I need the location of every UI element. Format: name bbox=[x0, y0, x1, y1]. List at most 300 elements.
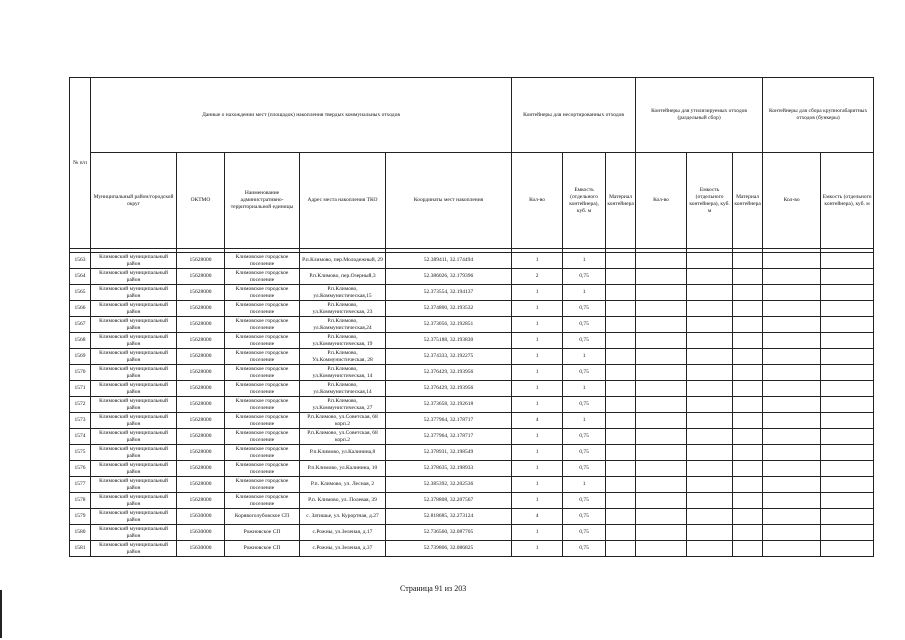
cell-unsorted-capacity: 1 bbox=[563, 285, 606, 301]
cell-oktmo: 15628000 bbox=[177, 253, 225, 269]
cell-coordinates: 52.377964, 32.178717 bbox=[386, 413, 512, 429]
cell-unsorted-material bbox=[606, 365, 636, 381]
cell-separate-material bbox=[733, 445, 763, 461]
cell-bulky-capacity bbox=[821, 541, 874, 557]
table-row bbox=[70, 349, 874, 365]
cell-territory: Рожновское СП bbox=[225, 525, 300, 541]
cell-coordinates: 52.818685, 32.273124 bbox=[386, 509, 512, 525]
header-separate-count: Кол-во bbox=[636, 153, 687, 249]
cell-coordinates: 52.373554, 32.194137 bbox=[386, 285, 512, 301]
header-group-unsorted: Контейнеры для несортированных отходов bbox=[512, 78, 636, 153]
cell-bulky-capacity bbox=[821, 477, 874, 493]
cell-unsorted-capacity: 0,75 bbox=[563, 301, 606, 317]
cell-unsorted-capacity: 1 bbox=[563, 381, 606, 397]
cell-oktmo: 15630000 bbox=[177, 525, 225, 541]
header-bulky-capacity: Емкость (отдельного контейнера), куб. м bbox=[822, 193, 872, 207]
cell-municipality: Климовский муниципальный район bbox=[91, 381, 177, 397]
cell-municipality: Климовский муниципальный район bbox=[91, 445, 177, 461]
table-row bbox=[70, 253, 874, 269]
cell-municipality: Климовский муниципальный район bbox=[91, 429, 177, 445]
cell-row-number: 1567 bbox=[70, 317, 91, 333]
cell-bulky-count bbox=[763, 493, 821, 509]
table-row bbox=[70, 381, 874, 397]
cell-separate-count bbox=[636, 349, 687, 365]
header-municipality: Муниципальный район/городской округ bbox=[91, 153, 177, 249]
cell-unsorted-material bbox=[606, 413, 636, 429]
cell-separate-count bbox=[636, 381, 687, 397]
header-oktmo: ОКТМО bbox=[177, 153, 225, 249]
cell-unsorted-material bbox=[606, 461, 636, 477]
cell-coordinates: 52.389411, 32.174494 bbox=[386, 253, 512, 269]
waste-sites-table bbox=[69, 77, 874, 557]
cell-territory: Климовское городское поселение bbox=[225, 461, 300, 477]
cell-bulky-capacity bbox=[821, 445, 874, 461]
cell-territory: Климовское городское поселение bbox=[225, 285, 300, 301]
header-separate-capacity: Емкость (отдельного контейнера), куб. м bbox=[687, 153, 733, 249]
header-territory: Наименование административно-территориальной единицы bbox=[225, 153, 300, 249]
cell-bulky-capacity bbox=[821, 285, 874, 301]
cell-bulky-count bbox=[763, 349, 821, 365]
cell-unsorted-capacity: 0,75 bbox=[563, 317, 606, 333]
cell-municipality: Климовский муниципальный район bbox=[91, 349, 177, 365]
table-row bbox=[70, 333, 874, 349]
cell-address: Р.п.Климово, ул.Советская, 68 корп.2 bbox=[300, 429, 386, 445]
cell-unsorted-material bbox=[606, 317, 636, 333]
cell-address: Р.п.Климово, ул.Коммунистическая,14 bbox=[300, 381, 386, 397]
cell-territory: Климовское городское поселение bbox=[225, 397, 300, 413]
cell-row-number: 1576 bbox=[70, 461, 91, 477]
cell-unsorted-count: 1 bbox=[512, 477, 563, 493]
cell-oktmo: 15628000 bbox=[177, 365, 225, 381]
cell-separate-material bbox=[733, 413, 763, 429]
cell-bulky-count bbox=[763, 269, 821, 285]
cell-unsorted-count: 1 bbox=[512, 525, 563, 541]
cell-row-number: 1581 bbox=[70, 541, 91, 557]
cell-unsorted-material bbox=[606, 429, 636, 445]
cell-territory: Климовское городское поселение bbox=[225, 365, 300, 381]
cell-row-number: 1578 bbox=[70, 493, 91, 509]
cell-unsorted-count: 2 bbox=[512, 269, 563, 285]
cell-address: Р.п.Климово, пер.Молодежный, 29 bbox=[300, 253, 386, 269]
cell-unsorted-capacity: 0,75 bbox=[563, 445, 606, 461]
table-row bbox=[70, 509, 874, 525]
cell-bulky-count bbox=[763, 461, 821, 477]
cell-separate-count bbox=[636, 269, 687, 285]
cell-municipality: Климовский муниципальный район bbox=[91, 525, 177, 541]
cell-separate-capacity bbox=[687, 301, 733, 317]
cell-municipality: Климовский муниципальный район bbox=[91, 301, 177, 317]
cell-territory: Климовское городское поселение bbox=[225, 269, 300, 285]
cell-territory: Климовское городское поселение bbox=[225, 301, 300, 317]
cell-bulky-capacity bbox=[821, 397, 874, 413]
cell-oktmo: 15628000 bbox=[177, 461, 225, 477]
cell-territory: Климовское городское поселение bbox=[225, 381, 300, 397]
cell-oktmo: 15628000 bbox=[177, 285, 225, 301]
table-row bbox=[70, 413, 874, 429]
cell-unsorted-material bbox=[606, 477, 636, 493]
cell-address: Р.п.Климово, ул.Коммунистическая, 23 bbox=[300, 301, 386, 317]
cell-bulky-capacity bbox=[821, 429, 874, 445]
table-row bbox=[70, 317, 874, 333]
cell-unsorted-count: 1 bbox=[512, 333, 563, 349]
cell-bulky-capacity bbox=[821, 509, 874, 525]
cell-address: Р.п.Климово, ул.Коммунистическая, 19 bbox=[300, 333, 386, 349]
cell-municipality: Климовский муниципальный район bbox=[91, 365, 177, 381]
cell-unsorted-count: 1 bbox=[512, 349, 563, 365]
cell-bulky-count bbox=[763, 285, 821, 301]
cell-address: Р.п.Климово, ул.Коммунистическая,24 bbox=[300, 317, 386, 333]
cell-unsorted-count: 1 bbox=[512, 301, 563, 317]
table-body bbox=[70, 249, 874, 557]
cell-unsorted-count: 4 bbox=[512, 509, 563, 525]
cell-row-number: 1568 bbox=[70, 333, 91, 349]
cell-coordinates: 52.376429, 32.193956 bbox=[386, 381, 512, 397]
cell-separate-capacity bbox=[687, 509, 733, 525]
page-number: Страница 91 из 203 bbox=[400, 584, 467, 593]
cell-unsorted-capacity: 0,75 bbox=[563, 509, 606, 525]
cell-unsorted-count: 1 bbox=[512, 445, 563, 461]
cell-separate-capacity bbox=[687, 317, 733, 333]
cell-bulky-capacity bbox=[821, 349, 874, 365]
cell-territory: Климовское городское поселение bbox=[225, 333, 300, 349]
cell-bulky-count bbox=[763, 413, 821, 429]
cell-unsorted-material bbox=[606, 525, 636, 541]
table-row bbox=[70, 285, 874, 301]
cell-oktmo: 15628000 bbox=[177, 445, 225, 461]
cell-territory: Климовское городское поселение bbox=[225, 445, 300, 461]
header-bulky-capacity-material bbox=[821, 153, 874, 249]
cell-oktmo: 15628000 bbox=[177, 301, 225, 317]
cell-separate-capacity bbox=[687, 397, 733, 413]
cell-unsorted-capacity: 0,75 bbox=[563, 429, 606, 445]
table-row bbox=[70, 365, 874, 381]
cell-bulky-count bbox=[763, 381, 821, 397]
cell-address: Р.п. Климово, ул. Полевая, 39 bbox=[300, 493, 386, 509]
cell-separate-count bbox=[636, 285, 687, 301]
cell-row-number: 1572 bbox=[70, 397, 91, 413]
cell-municipality: Климовский муниципальный район bbox=[91, 269, 177, 285]
cell-bulky-count bbox=[763, 253, 821, 269]
cell-separate-material bbox=[733, 365, 763, 381]
header-separate-material: Материал контейнера bbox=[733, 153, 763, 249]
cell-separate-material bbox=[733, 269, 763, 285]
cell-coordinates: 52.378808, 32.207567 bbox=[386, 493, 512, 509]
cell-unsorted-capacity: 1 bbox=[563, 477, 606, 493]
table-row bbox=[70, 445, 874, 461]
cell-bulky-count bbox=[763, 365, 821, 381]
cell-separate-material bbox=[733, 509, 763, 525]
cell-separate-material bbox=[733, 349, 763, 365]
cell-oktmo: 15628000 bbox=[177, 381, 225, 397]
cell-unsorted-material bbox=[606, 333, 636, 349]
cell-unsorted-count: 1 bbox=[512, 397, 563, 413]
cell-coordinates: 52.377964, 32.178717 bbox=[386, 429, 512, 445]
cell-bulky-count bbox=[763, 541, 821, 557]
cell-bulky-count bbox=[763, 477, 821, 493]
cell-address: Р.п.Климово, пер.Озерный,3 bbox=[300, 269, 386, 285]
cell-row-number: 1574 bbox=[70, 429, 91, 445]
cell-unsorted-count: 1 bbox=[512, 285, 563, 301]
cell-address: с.Рожны, ул.Зеленая, д.17 bbox=[300, 525, 386, 541]
cell-bulky-count bbox=[763, 333, 821, 349]
cell-unsorted-count: 1 bbox=[512, 429, 563, 445]
cell-municipality: Климовский муниципальный район bbox=[91, 541, 177, 557]
cell-municipality: Климовский муниципальный район bbox=[91, 397, 177, 413]
cell-address: Р.п.Климово, ул.Советская, 68 корп.2 bbox=[300, 413, 386, 429]
cell-coordinates: 52.739806, 32.086825 bbox=[386, 541, 512, 557]
header-coords: Координаты мест накопления bbox=[386, 153, 512, 249]
cell-bulky-capacity bbox=[821, 461, 874, 477]
cell-separate-material bbox=[733, 429, 763, 445]
cell-bulky-count bbox=[763, 445, 821, 461]
cell-separate-count bbox=[636, 301, 687, 317]
cell-municipality: Климовский муниципальный район bbox=[91, 493, 177, 509]
cell-unsorted-capacity: 0,75 bbox=[563, 493, 606, 509]
cell-separate-capacity bbox=[687, 493, 733, 509]
cell-bulky-count bbox=[763, 509, 821, 525]
cell-separate-count bbox=[636, 413, 687, 429]
cell-unsorted-capacity: 0,75 bbox=[563, 365, 606, 381]
cell-municipality: Климовский муниципальный район bbox=[91, 285, 177, 301]
cell-coordinates: 52.374333, 32.192275 bbox=[386, 349, 512, 365]
cell-unsorted-capacity: 1 bbox=[563, 253, 606, 269]
cell-unsorted-count: 1 bbox=[512, 365, 563, 381]
cell-unsorted-material bbox=[606, 493, 636, 509]
cell-territory: Климовское городское поселение bbox=[225, 349, 300, 365]
cell-separate-material bbox=[733, 381, 763, 397]
cell-municipality: Климовский муниципальный район bbox=[91, 461, 177, 477]
cell-bulky-capacity bbox=[821, 413, 874, 429]
cell-unsorted-capacity: 0,75 bbox=[563, 541, 606, 557]
cell-bulky-count bbox=[763, 397, 821, 413]
header-group-bulky: Контейнеры для сбора крупногабаритных отходов (бункеры) bbox=[763, 78, 874, 153]
cell-territory: Климовское городское поселение bbox=[225, 317, 300, 333]
cell-address: Р.п.Климово, ул.Коммунистическая,15 bbox=[300, 285, 386, 301]
cell-coordinates: 52.736560, 32.087705 bbox=[386, 525, 512, 541]
cell-separate-material bbox=[733, 317, 763, 333]
cell-address: Р.п.Климово, ул.Калинина,8 bbox=[300, 445, 386, 461]
cell-municipality: Климовский муниципальный район bbox=[91, 253, 177, 269]
cell-unsorted-material bbox=[606, 509, 636, 525]
cell-address: Р.п.Климово, ул.Коммунистическая, 14 bbox=[300, 365, 386, 381]
cell-municipality: Климовский муниципальный район bbox=[91, 477, 177, 493]
cell-municipality: Климовский муниципальный район bbox=[91, 333, 177, 349]
cell-separate-capacity bbox=[687, 269, 733, 285]
cell-separate-material bbox=[733, 333, 763, 349]
cell-separate-capacity bbox=[687, 349, 733, 365]
cell-unsorted-material bbox=[606, 541, 636, 557]
cell-separate-count bbox=[636, 429, 687, 445]
cell-row-number: 1580 bbox=[70, 525, 91, 541]
cell-unsorted-material bbox=[606, 445, 636, 461]
cell-separate-capacity bbox=[687, 381, 733, 397]
cell-separate-capacity bbox=[687, 461, 733, 477]
cell-coordinates: 52.373056, 32.192851 bbox=[386, 317, 512, 333]
cell-row-number: 1579 bbox=[70, 509, 91, 525]
header-row-groups bbox=[70, 78, 874, 153]
cell-coordinates: 52.378635, 32.198933 bbox=[386, 461, 512, 477]
cell-row-number: 1566 bbox=[70, 301, 91, 317]
cell-bulky-count bbox=[763, 301, 821, 317]
header-unsorted-count: Кол-во bbox=[512, 153, 563, 249]
table-row bbox=[70, 477, 874, 493]
cell-oktmo: 15630000 bbox=[177, 541, 225, 557]
cell-separate-capacity bbox=[687, 429, 733, 445]
cell-territory: Климовское городское поселение bbox=[225, 493, 300, 509]
cell-separate-capacity bbox=[687, 285, 733, 301]
cell-bulky-capacity bbox=[821, 253, 874, 269]
cell-oktmo: 15628000 bbox=[177, 317, 225, 333]
header-bulky-count: Кол-во bbox=[763, 153, 821, 249]
table-row bbox=[70, 541, 874, 557]
cell-separate-capacity bbox=[687, 253, 733, 269]
cell-separate-capacity bbox=[687, 445, 733, 461]
cell-row-number: 1569 bbox=[70, 349, 91, 365]
cell-territory: Климовское городское поселение bbox=[225, 413, 300, 429]
header-unsorted-material: Материал контейнера bbox=[606, 153, 636, 249]
cell-unsorted-capacity: 0,75 bbox=[563, 525, 606, 541]
cell-unsorted-count: 1 bbox=[512, 461, 563, 477]
cell-separate-count bbox=[636, 509, 687, 525]
table-row bbox=[70, 525, 874, 541]
cell-unsorted-count: 1 bbox=[512, 381, 563, 397]
table-row bbox=[70, 397, 874, 413]
cell-oktmo: 15628000 bbox=[177, 413, 225, 429]
cell-bulky-capacity bbox=[821, 493, 874, 509]
cell-territory: Корявоголубовское СП bbox=[225, 509, 300, 525]
cell-separate-capacity bbox=[687, 333, 733, 349]
cell-coordinates: 52.376429, 32.193956 bbox=[386, 365, 512, 381]
cell-territory: Климовское городское поселение bbox=[225, 253, 300, 269]
cell-bulky-capacity bbox=[821, 381, 874, 397]
cell-territory: Климовское городское поселение bbox=[225, 429, 300, 445]
cell-coordinates: 52.374800, 32.193532 bbox=[386, 301, 512, 317]
cell-bulky-capacity bbox=[821, 365, 874, 381]
cell-address: Р.п.Климово, ул.Коммунистическая, 27 bbox=[300, 397, 386, 413]
cell-row-number: 1565 bbox=[70, 285, 91, 301]
cell-separate-material bbox=[733, 461, 763, 477]
cell-separate-count bbox=[636, 253, 687, 269]
cell-row-number: 1563 bbox=[70, 253, 91, 269]
header-group-location: Данные о нахождении мест (площадок) накопления твердых коммунальных отходов bbox=[91, 78, 512, 153]
cell-separate-material bbox=[733, 493, 763, 509]
cell-separate-capacity bbox=[687, 541, 733, 557]
cell-bulky-count bbox=[763, 525, 821, 541]
cell-oktmo: 15628000 bbox=[177, 397, 225, 413]
cell-coordinates: 52.386026, 32.179396 bbox=[386, 269, 512, 285]
cell-oktmo: 15628000 bbox=[177, 493, 225, 509]
cell-unsorted-capacity: 0,75 bbox=[563, 461, 606, 477]
cell-territory: Климовское городское поселение bbox=[225, 477, 300, 493]
header-group-separate: Контейнеры для утилизируемых отходов (раздельный сбор) bbox=[636, 78, 763, 153]
cell-unsorted-material bbox=[606, 269, 636, 285]
cell-coordinates: 52.373658, 32.192618 bbox=[386, 397, 512, 413]
cell-separate-material bbox=[733, 525, 763, 541]
cell-separate-material bbox=[733, 541, 763, 557]
cell-oktmo: 15628000 bbox=[177, 477, 225, 493]
cell-row-number: 1577 bbox=[70, 477, 91, 493]
cell-separate-capacity bbox=[687, 365, 733, 381]
header-row-columns bbox=[70, 153, 874, 249]
cell-bulky-capacity bbox=[821, 269, 874, 285]
cell-separate-material bbox=[733, 285, 763, 301]
cell-row-number: 1573 bbox=[70, 413, 91, 429]
cell-oktmo: 15628000 bbox=[177, 269, 225, 285]
cell-unsorted-capacity: 0,75 bbox=[563, 397, 606, 413]
cell-separate-count bbox=[636, 541, 687, 557]
cell-municipality: Климовский муниципальный район bbox=[91, 509, 177, 525]
cell-separate-material bbox=[733, 477, 763, 493]
cell-coordinates: 52.378931, 32.198549 bbox=[386, 445, 512, 461]
cell-separate-count bbox=[636, 525, 687, 541]
cell-separate-material bbox=[733, 397, 763, 413]
cell-bulky-capacity bbox=[821, 317, 874, 333]
cell-bulky-capacity bbox=[821, 525, 874, 541]
cell-separate-count bbox=[636, 333, 687, 349]
cell-separate-count bbox=[636, 477, 687, 493]
table-row bbox=[70, 269, 874, 285]
cell-separate-count bbox=[636, 461, 687, 477]
cell-territory: Рожновское СП bbox=[225, 541, 300, 557]
header-no: № п/п bbox=[70, 78, 91, 249]
cell-row-number: 1575 bbox=[70, 445, 91, 461]
cell-separate-capacity bbox=[687, 477, 733, 493]
header-address: Адрес места накопления ТКО bbox=[300, 153, 386, 249]
cell-row-number: 1564 bbox=[70, 269, 91, 285]
table-row bbox=[70, 301, 874, 317]
cell-unsorted-material bbox=[606, 285, 636, 301]
cell-unsorted-count: 1 bbox=[512, 317, 563, 333]
cell-unsorted-count: 1 bbox=[512, 493, 563, 509]
cell-unsorted-count: 1 bbox=[512, 541, 563, 557]
cell-bulky-capacity bbox=[821, 333, 874, 349]
cell-unsorted-material bbox=[606, 301, 636, 317]
cell-address: Р.п.Климово, Ул.Коммунистическая, 28 bbox=[300, 349, 386, 365]
cell-separate-material bbox=[733, 253, 763, 269]
cell-unsorted-material bbox=[606, 381, 636, 397]
cell-separate-count bbox=[636, 397, 687, 413]
cell-unsorted-material bbox=[606, 349, 636, 365]
cell-address: Р.п.Климово, ул.Калинина, 10 bbox=[300, 461, 386, 477]
cell-coordinates: 52.385392, 32.202536 bbox=[386, 477, 512, 493]
table-row bbox=[70, 429, 874, 445]
cell-oktmo: 15628000 bbox=[177, 349, 225, 365]
cell-separate-capacity bbox=[687, 413, 733, 429]
cell-address: с. Затишье, ул. Курортная, д.27 bbox=[300, 509, 386, 525]
cell-separate-count bbox=[636, 445, 687, 461]
cell-separate-count bbox=[636, 317, 687, 333]
cell-municipality: Климовский муниципальный район bbox=[91, 317, 177, 333]
cell-municipality: Климовский муниципальный район bbox=[91, 413, 177, 429]
cell-unsorted-capacity: 0,75 bbox=[563, 269, 606, 285]
table-row bbox=[70, 461, 874, 477]
cell-unsorted-capacity: 1 bbox=[563, 349, 606, 365]
cell-separate-capacity bbox=[687, 525, 733, 541]
cell-bulky-count bbox=[763, 429, 821, 445]
cell-address: с.Рожны, ул.Зеленая, д.37 bbox=[300, 541, 386, 557]
table-row bbox=[70, 493, 874, 509]
cell-unsorted-material bbox=[606, 253, 636, 269]
cell-coordinates: 52.375188, 32.193830 bbox=[386, 333, 512, 349]
cell-separate-count bbox=[636, 365, 687, 381]
cell-unsorted-capacity: 0,75 bbox=[563, 333, 606, 349]
cell-bulky-count bbox=[763, 317, 821, 333]
cell-row-number: 1571 bbox=[70, 381, 91, 397]
header-unsorted-capacity: Емкость (отдельного контейнера), куб. м bbox=[563, 153, 606, 249]
cell-address: Р.п. Климово, ул. Лесная, 2 bbox=[300, 477, 386, 493]
page-edge-line bbox=[0, 590, 2, 638]
cell-unsorted-count: 4 bbox=[512, 413, 563, 429]
